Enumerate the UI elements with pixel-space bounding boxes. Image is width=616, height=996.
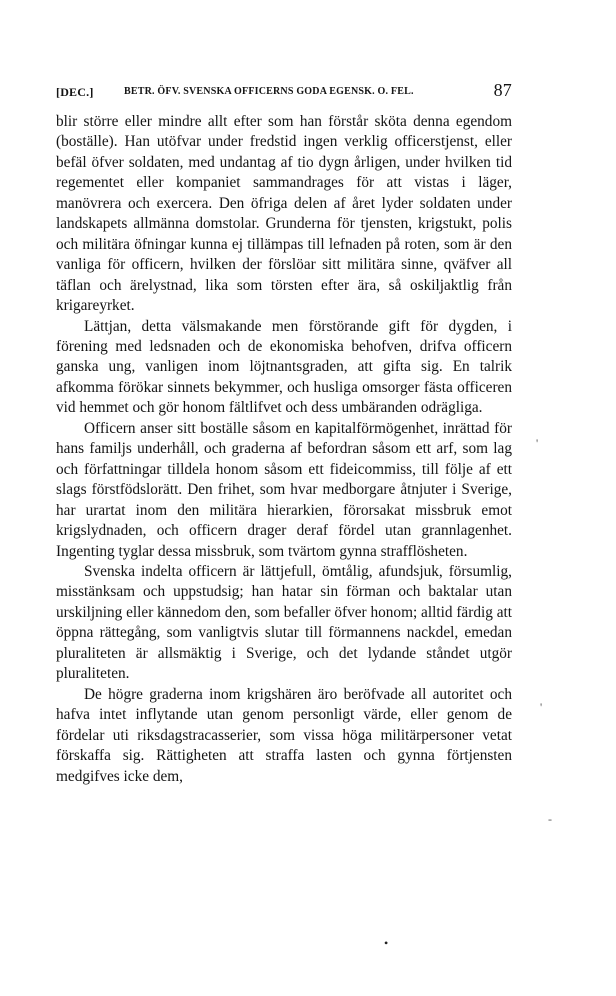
header-title: BETR. ÖFV. SVENSKA OFFICERNS GODA EGENSK. O. FEL.	[124, 86, 414, 97]
print-speck: -	[548, 812, 552, 826]
page-number: 87	[493, 80, 512, 100]
print-speck: •	[384, 936, 389, 950]
print-speck: '	[536, 436, 539, 450]
paragraph-5: De högre graderna inom krigshären äro beröfvade all autoritet och hafva intet inflytande utan genom personligt värde, eller genom de fördelar uti riksdagstracasserier, som vissa höga militärpersoner vetat förskaffa sig. Rättigheten att straffa lasten och gynna förtjensten medgifves icke dem,	[56, 685, 512, 785]
print-speck: '	[540, 700, 543, 714]
paragraph-2: Lättjan, detta välsmakande men förstörande gift för dygden, i förening med ledsnaden och de ekonomiska behofven, drifva officern ganska ung, vanligen inom löjtnantsgraden, att gifta sig. En talrik afkomma förökar sinnets bekymmer, och husliga omsorger fästa officeren vid hemmet och gör honom fältlifvet och dess umbäranden odrägliga.	[56, 317, 512, 417]
paragraph-1: blir större eller mindre allt efter som han förstår sköta denna egendom (boställe). Han utöfvar under fredstid ingen verklig officerstjenst, eller befäl öfver soldaten, med undantag af tio dygn årligen, under hvilken tid regementet eller kompaniet sammandrages för att vistas i läger, manövrera och exercera. Den öfriga delen af året lyder soldaten under landskapets allmänna domstolar. Grunderna för tjensten, krigstukt, polis och militära öfningar kunna ej tillämpas till lefnaden på roten, som är den vanliga för officern, hvilken der förslöar sitt militära sinne, qväfver all täflan och ärelystnad, lika som törsten efter ära, så oskiljaktlig från krigareyrket.	[56, 113, 512, 315]
body-text	[56, 112, 512, 787]
running-header	[56, 80, 526, 102]
paragraph-4: Svenska indelta officern är lättjefull, ömtålig, afundsjuk, försumlig, misstänksam och uppstudsig; han hatar sin förman och baktalar utan urskiljning eller kännedom den, som befaller öfver honom; alltid färdig att öppna rättegång, som vanligtvis slutar till förmannens nackdel, emedan pluraliteten är allsmäktig i Sverige, och det lydande ståndet utgör pluraliteten.	[56, 562, 512, 683]
header-month: [DEC.]	[56, 85, 94, 99]
paragraph-3: Officern anser sitt boställe såsom en kapitalförmögenhet, inrättad för hans familjs underhåll, och graderna af befordran såsom ett arf, som lag och författningar tilldela honom såsom ett fideicommiss, till följe af ett slags förstfödslorätt. Den frihet, som hvar medborgare åtnjuter i Sverige, har urartat inom den militära hierarkien, förorsakat missbruk emot krigslydnaden, och officern drager deraf fördel utan grannlagenhet. Ingenting tyglar dessa missbruk, som tvärtom gynna strafflösheten.	[56, 419, 512, 560]
